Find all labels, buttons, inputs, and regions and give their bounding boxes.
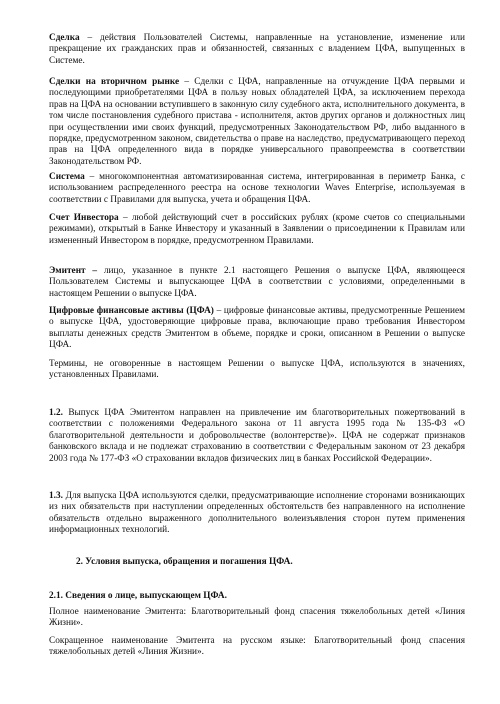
definition-term: Цифровые финансовые активы (ЦФА) bbox=[49, 306, 214, 316]
definition-secondary-market bbox=[49, 77, 465, 168]
section-2-heading: 2. Условия выпуска, обращения и погашения ЦФА. bbox=[76, 557, 293, 567]
issuer-full-name: Полное наименование Эмитента: Благотворительный фонд спасения тяжелобольных детей «Линия Жизни». bbox=[49, 607, 465, 629]
clause-number: 1.2. bbox=[49, 408, 63, 418]
section-2-1-heading: 2.1. Сведения о лице, выпускающем ЦФА. bbox=[49, 591, 227, 601]
definition-text: – цифровые финансовые активы, предусмотренные Решением о выпуске ЦФА, удостоверяющие цифровые права, включающие право требования Инвестором выплаты денежных средств Эмитентом в объеме, порядке и сроки, описанном в Решении о выпуске ЦФА. bbox=[49, 306, 465, 351]
definition-text: – действия Пользователей Системы, направленные на установление, изменение или прекращение их гражданских прав и обязанностей, связанных с владением ЦФА, выпущенных в Системе. bbox=[49, 33, 465, 66]
definition-term: Сделка bbox=[49, 33, 80, 43]
definition-deal bbox=[49, 33, 465, 67]
definition-issuer bbox=[49, 266, 465, 300]
definition-text: – Сделки с ЦФА, направленные на отчуждение ЦФА первыми и последующими приобретателями ЦФА в пользу новых обладателей ЦФА, за исключением перехода прав на ЦФА на основании вступившего в законную силу судебного акта, исполнительного документа, в том числе постановления судебного пристава - исполнителя, актов других органов и должностных лиц при осуществлении ими своих функций, предусмотренных Законодательством РФ, либо выданного в порядке, предусмотренном законом, свидетельства о праве на наследство, предусматривающего переход прав на ЦФА определенного вида в порядке универсального правопреемства в соответствии Законодательством РФ. bbox=[49, 77, 465, 167]
definition-text: лицо, указанное в пункте 2.1 настоящего Решения о выпуске ЦФА, являющееся Пользователем Системы и выпускающее ЦФА в соответствии с условиями, определенными в настоящем Решении о выпуске ЦФА. bbox=[49, 266, 465, 299]
issuer-short-name: Сокращенное наименование Эмитента на русском языке: Благотворительный фонд спасения тяжелобольных детей «Линия Жизни». bbox=[49, 636, 465, 658]
definition-term: Система bbox=[49, 172, 85, 182]
definition-term: Эмитент – bbox=[49, 266, 98, 276]
terms-note: Термины, не оговоренные в настоящем Решении о выпуске ЦФА, используются в значениях, установленных Правилами. bbox=[49, 359, 465, 381]
definition-term: Счет Инвестора bbox=[49, 213, 119, 223]
definition-text: – многокомпонентная автоматизированная система, интегрированная в периметр Банка, с использованием распределенного реестра на основе технологии Waves Enterprise, используемая в соответствии с Правилами для выпуска, учета и обращения ЦФА. bbox=[49, 172, 465, 205]
definition-digital-assets bbox=[49, 306, 465, 352]
clause-1-3 bbox=[49, 491, 465, 537]
definition-investor-account bbox=[49, 213, 465, 247]
clause-text: Выпуск ЦФА Эмитентом направлен на привлечение им благотворительных пожертвований в соответствии с положениями Федерального закона от 11 августа 1995 года № 135-ФЗ «О благотворительной деятельности и добровольчестве (волонтерстве)». ЦФА не содержат признаков банковского вклада и не подлежат страхованию в соответствии с Федеральным законом от 23 декабря 2003 года № 177-ФЗ «О страховании вкладов физических лиц в банках Российской Федерации». bbox=[49, 408, 465, 464]
definition-system bbox=[49, 172, 465, 206]
definition-term: Сделки на вторичном рынке bbox=[49, 77, 180, 87]
clause-number: 1.3. bbox=[49, 491, 63, 501]
clause-text: Для выпуска ЦФА используются сделки, предусматривающие исполнение сторонами возникающих из них обязательств при наступлении определенных обстоятельств без направленного на исполнение обязательств отдельно выраженного дополнительного волеизъявления сторон путем применения информационных технологий. bbox=[49, 491, 465, 536]
clause-1-2 bbox=[49, 408, 465, 465]
definition-text: – любой действующий счет в российских рублях (кроме счетов со специальными режимами), открытый в Банке Инвестору и указанный в Заявлении о присоединении к Правилам или измененный Инвестором в порядке, предусмотренном Правилами. bbox=[49, 213, 465, 246]
